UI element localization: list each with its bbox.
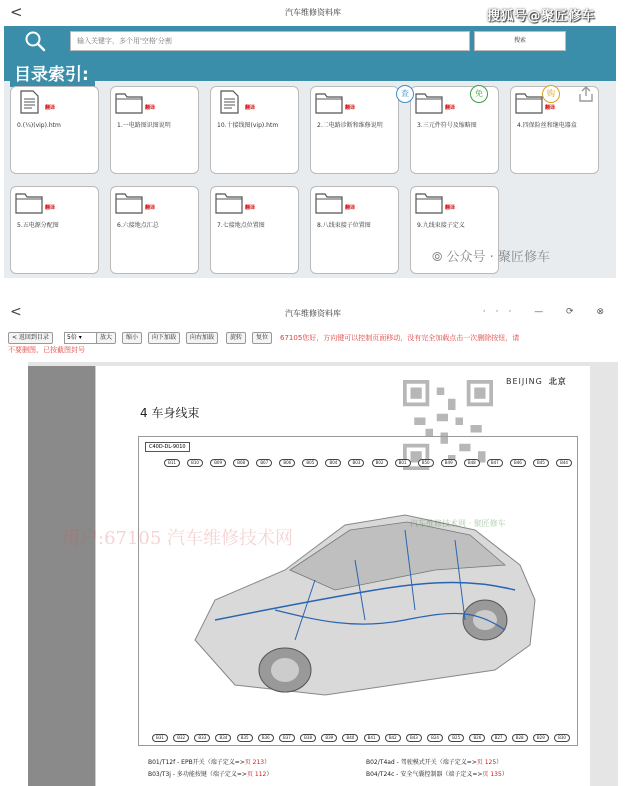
translate-badge[interactable]: 翻译 — [145, 105, 156, 111]
catalog-card[interactable] — [310, 86, 399, 174]
catalog-card-label: 3.三元件符号及缩略图 — [417, 122, 477, 129]
load-down-button[interactable]: 向下加载 — [148, 332, 180, 344]
search-input[interactable] — [70, 31, 470, 51]
page-link[interactable]: 页 125 — [476, 759, 497, 766]
section-title: 4 车身线束 — [140, 406, 200, 420]
connector-label: B45 — [533, 459, 549, 467]
car-illustration — [175, 470, 555, 720]
connector-label: B34 — [215, 734, 231, 742]
connector-label: B44 — [556, 459, 572, 467]
legend-item: B04/T24c - 安全气囊控制器（端子定义=>页 135） — [366, 771, 508, 778]
wechat-icon: ⦾ — [432, 250, 443, 265]
connector-label: B09 — [210, 459, 226, 467]
folder-icon — [15, 190, 43, 214]
folder-icon — [215, 190, 243, 214]
window-title: 汽车维修资料库 — [285, 309, 341, 318]
catalog-card-label: 4.四保险丝和继电器盒 — [517, 122, 577, 129]
catalog-card[interactable] — [310, 186, 399, 274]
connector-label: B06 — [279, 459, 295, 467]
folder-icon — [415, 90, 443, 114]
legend-item: B02/T4ad - 驾驶模式开关（端子定义=>页 125） — [366, 759, 503, 766]
viewer-toolbar — [8, 332, 620, 356]
folder-icon — [315, 190, 343, 214]
free-icon[interactable]: 免 — [470, 85, 488, 103]
translate-badge[interactable]: 翻译 — [245, 205, 256, 211]
catalog-card[interactable] — [110, 186, 199, 274]
catalog-card-label: 10.十接线图(vip).htm — [217, 122, 279, 129]
catalog-header-bg — [4, 56, 616, 81]
connector-label: B48 — [464, 459, 480, 467]
zoom-in-button[interactable]: 放大 — [96, 332, 116, 344]
load-right-button[interactable]: 向右加载 — [186, 332, 218, 344]
translate-badge[interactable]: 翻译 — [145, 205, 156, 211]
connector-label: B02 — [372, 459, 388, 467]
connector-label: B49 — [441, 459, 457, 467]
rotate-button[interactable]: 旋转 — [226, 332, 246, 344]
connector-label: B26 — [469, 734, 485, 742]
connector-label: B38 — [300, 734, 316, 742]
query-icon[interactable]: 查 — [396, 85, 414, 103]
catalog-card-label: 7.七接地点位置图 — [217, 222, 265, 229]
translate-badge[interactable]: 翻译 — [345, 205, 356, 211]
catalog-card[interactable] — [210, 86, 299, 174]
connector-label: B01 — [395, 459, 411, 467]
connector-label: B25 — [448, 734, 464, 742]
zoom-select-value: 5倍 — [67, 334, 77, 341]
catalog-card-label: 9.九线束接子定义 — [417, 222, 465, 229]
connector-label: B05 — [302, 459, 318, 467]
user-watermark: 用户:67105 汽车维修技术网 — [62, 528, 294, 549]
catalog-card-label: 0.(¼)(vip).htm — [17, 122, 61, 129]
connector-label: B07 — [256, 459, 272, 467]
connector-label: B30 — [554, 734, 570, 742]
brand-logo: BEIJING 北京 — [506, 377, 567, 386]
folder-icon — [115, 190, 143, 214]
bottom-titlebar — [0, 302, 626, 326]
connector-label: B43 — [406, 734, 422, 742]
back-button[interactable]: < — [10, 304, 22, 320]
connector-label: B46 — [510, 459, 526, 467]
connector-label: B47 — [487, 459, 503, 467]
sohu-watermark: 搜狐号@聚匠修车 — [487, 9, 596, 24]
share-icon[interactable] — [576, 84, 596, 104]
connector-label: B28 — [512, 734, 528, 742]
translate-badge[interactable]: 翻译 — [545, 105, 556, 111]
legend-item: B01/T12f - EPB开关（端子定义=>页 213） — [148, 759, 271, 766]
top-titlebar — [0, 0, 626, 26]
diagram-code: C40D-DL-9010 — [145, 442, 190, 452]
zoom-out-button[interactable]: 缩小 — [122, 332, 142, 344]
back-to-catalog-button[interactable]: < 返回到目录 — [8, 332, 53, 344]
catalog-card-label: 2.二电路诊断和维修说明 — [317, 122, 383, 129]
catalog-card-label: 6.六接地点汇总 — [117, 222, 159, 229]
connector-label: B42 — [385, 734, 401, 742]
wechat-watermark: ⦾ 公众号 · 聚匠修车 — [432, 250, 550, 265]
catalog-card[interactable] — [10, 86, 99, 174]
connector-label: B24 — [427, 734, 443, 742]
folder-icon — [115, 90, 143, 114]
connector-label: B35 — [237, 734, 253, 742]
window-title: 汽车维修资料库 — [285, 8, 341, 17]
zoom-select[interactable]: 5倍 ▾ — [64, 332, 100, 344]
connector-label: B29 — [533, 734, 549, 742]
connector-label: B36 — [258, 734, 274, 742]
folder-icon — [415, 190, 443, 214]
connector-label: B50 — [418, 459, 434, 467]
folder-icon — [515, 90, 543, 114]
catalog-card[interactable] — [110, 86, 199, 174]
page-link[interactable]: 页 213 — [244, 759, 265, 766]
connector-label: B11 — [164, 459, 180, 467]
search-icon[interactable] — [24, 30, 46, 52]
connector-label: B39 — [321, 734, 337, 742]
catalog-card[interactable] — [210, 186, 299, 274]
search-button[interactable]: 搜索 — [474, 31, 566, 51]
page-link[interactable]: 页 135 — [482, 771, 502, 778]
connector-label: B08 — [233, 459, 249, 467]
connector-label: B40 — [342, 734, 358, 742]
folder-icon — [315, 90, 343, 114]
catalog-card-label: 1.一电路图识图说明 — [117, 122, 171, 129]
connector-label: B27 — [491, 734, 507, 742]
search-bar — [4, 26, 616, 56]
notice-text-2: 不要删图，已按截图封号 — [8, 346, 85, 354]
connector-label: B03 — [348, 459, 364, 467]
viewer-gutter — [28, 366, 95, 786]
notice-text: 67105您好，方向键可以控制页面移动，没有完全加载点击一次删除按钮，请 — [280, 334, 520, 342]
connector-label: B32 — [173, 734, 189, 742]
document-icon — [215, 90, 243, 114]
translate-badge[interactable]: 翻译 — [445, 105, 456, 111]
legend-item: B03/T3j - 多功能按键（端子定义=>页 112） — [148, 771, 273, 778]
viewer-left-margin — [0, 358, 28, 786]
connector-label: B10 — [187, 459, 203, 467]
connector-label: B41 — [364, 734, 380, 742]
connector-label: B33 — [194, 734, 210, 742]
reset-button[interactable]: 复位 — [252, 332, 272, 344]
translate-badge[interactable]: 翻译 — [445, 205, 456, 211]
window-controls[interactable]: ··· — ⟳ ⊗ — [482, 307, 614, 317]
buy-icon[interactable]: 购 — [542, 85, 560, 103]
connector-label: B31 — [152, 734, 168, 742]
faint-watermark: 汽车维修技术网 · 聚匠修车 — [410, 519, 506, 528]
page-link[interactable]: 页 112 — [246, 771, 267, 778]
catalog-card-label: 5.五电源分配图 — [17, 222, 59, 229]
back-button[interactable]: < — [10, 3, 23, 21]
catalog-card[interactable] — [10, 186, 99, 274]
translate-badge[interactable]: 翻译 — [45, 205, 56, 211]
document-icon — [15, 90, 43, 114]
connector-label: B37 — [279, 734, 295, 742]
catalog-heading: 目录索引: — [10, 60, 95, 87]
catalog-card-label: 8.八线束接子位置图 — [317, 222, 371, 229]
translate-badge[interactable]: 翻译 — [345, 105, 356, 111]
translate-badge[interactable]: 翻译 — [45, 105, 56, 111]
connector-label: B04 — [325, 459, 341, 467]
translate-badge[interactable]: 翻译 — [245, 105, 256, 111]
